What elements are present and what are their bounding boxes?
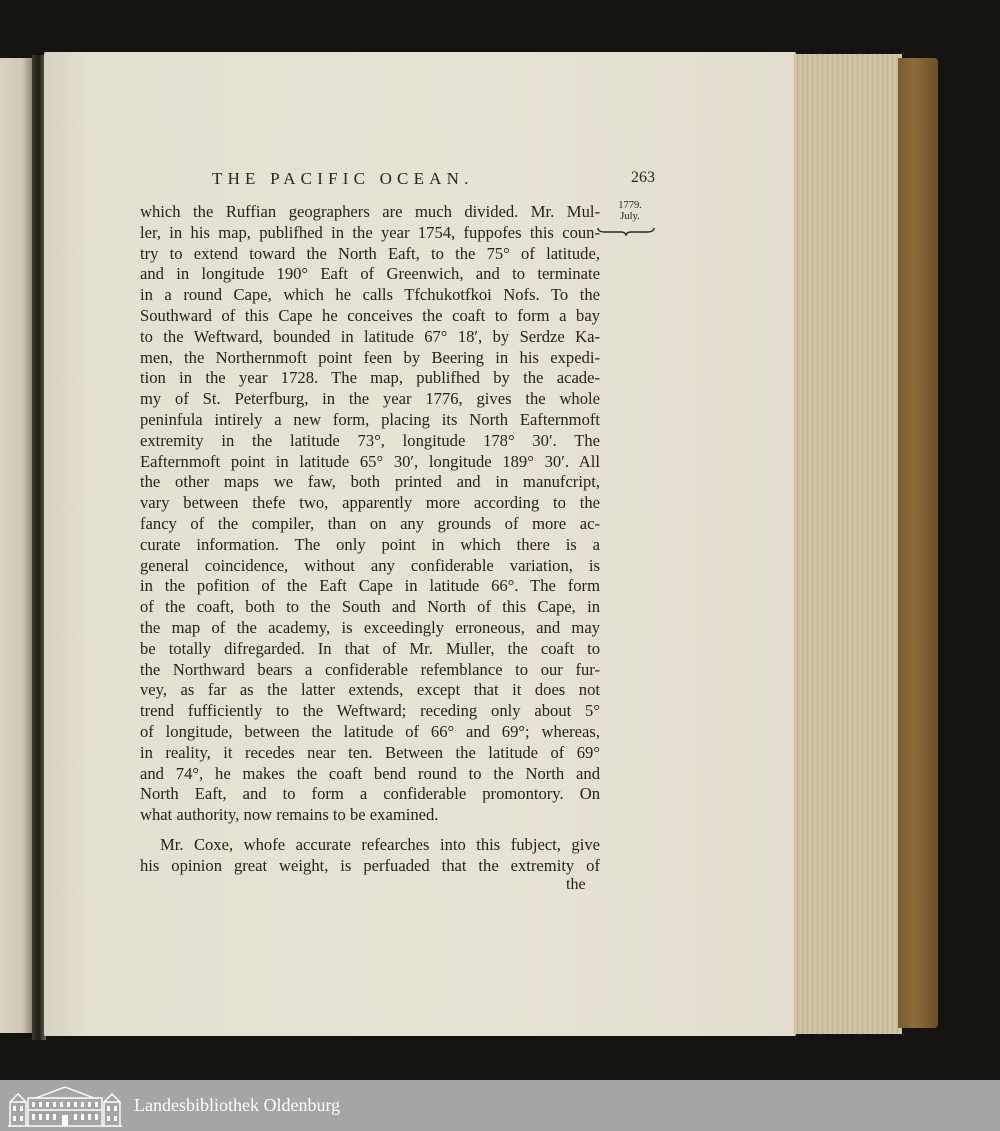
text-line: tion in the year 1728. The map, publifhed by the acade- (140, 368, 600, 388)
text-line: peninfula intirely a new form, placing its North Eafternmoft (140, 409, 600, 429)
text-line: the Northward bears a confiderable refemblance to our fur- (140, 659, 600, 679)
text-line: vey, as far as the latter extends, except that it does not (140, 680, 600, 700)
margin-note-year: 1779. (618, 200, 642, 211)
library-building-icon (6, 1084, 124, 1128)
text-line: of longitude, between the latitude of 66° and 69°; whereas, (140, 721, 600, 741)
text-line: the other maps we faw, both printed and in manufcript, (140, 472, 600, 492)
text-line: Mr. Coxe, whofe accurate refearches into this fubject, give (160, 834, 600, 854)
text-line: the map of the academy, is exceedingly erroneous, and may (140, 617, 600, 637)
text-line: Eafternmoft point in latitude 65° 30′, longitude 189° 30′. All (140, 451, 600, 471)
text-line: to the Weftward, bounded in latitude 67° 18′, by Serdze Ka- (140, 326, 600, 346)
text-line: North Eaft, and to form a confiderable promontory. On (140, 784, 600, 804)
text-line: fancy of the compiler, than on any grounds of more ac- (140, 513, 600, 533)
page-block-edges (794, 54, 902, 1034)
left-page-edge (0, 58, 32, 1033)
margin-note-month: July. (620, 211, 640, 222)
footer-library-name[interactable]: Landesbibliothek Oldenburg (134, 1095, 341, 1115)
text-line: ler, in his map, publifhed in the year 1754, fuppofes this coun- (140, 222, 600, 242)
page-number: 263 (631, 169, 655, 186)
text-line: be totally difregarded. In that of Mr. Muller, the coaft to (140, 638, 600, 658)
margin-note (610, 200, 650, 222)
text-line: which the Ruffian geographers are much divided. Mr. Mul- (140, 202, 600, 221)
text-line: of the coaft, both to the South and North of this Cape, in (140, 597, 600, 617)
body-text (140, 202, 600, 877)
text-line: Southward of this Cape he conceives the coaft to form a bay (140, 305, 600, 325)
text-line: try to extend toward the North Eaft, to the 75° of latitude, (140, 243, 600, 263)
text-line: men, the Northernmoft point feen by Beering in his expedi- (140, 347, 600, 367)
footer-bar (0, 1080, 1000, 1131)
text-line: what authority, now remains to be examined. (140, 805, 439, 825)
text-line: trend fufficiently to the Weftward; receding only about 5° (140, 701, 600, 721)
text-line: extremity in the latitude 73°, longitude 178° 30′. The (140, 430, 600, 450)
text-line: his opinion great weight, is perfuaded that the extremity of (140, 855, 600, 875)
text-line: my of St. Peterfburg, in the year 1776, gives the whole (140, 389, 600, 409)
paragraph-2 (140, 835, 600, 877)
text-line: vary between thefe two, apparently more according to the (140, 493, 600, 513)
text-line: curate information. The only point in which there is a (140, 534, 600, 554)
text-line: in reality, it recedes near ten. Between the latitude of 69° (140, 742, 600, 762)
running-title: THE PACIFIC OCEAN. (212, 169, 474, 188)
text-line: in the pofition of the Eaft Cape in latitude 66°. The form (140, 576, 600, 596)
paragraph-1 (140, 202, 600, 826)
margin-brace-icon (597, 226, 655, 236)
text-line: and in longitude 190° Eaft of Greenwich, and to terminate (140, 264, 600, 284)
text-line: general coincidence, without any confiderable variation, is (140, 555, 600, 575)
book-cover-edge (898, 58, 938, 1028)
text-line: and 74°, he makes the coaft bend round to the North and (140, 763, 600, 783)
text-line: in a round Cape, which he calls Tfchukotfkoi Nofs. To the (140, 285, 600, 305)
catchword: the (566, 876, 586, 893)
